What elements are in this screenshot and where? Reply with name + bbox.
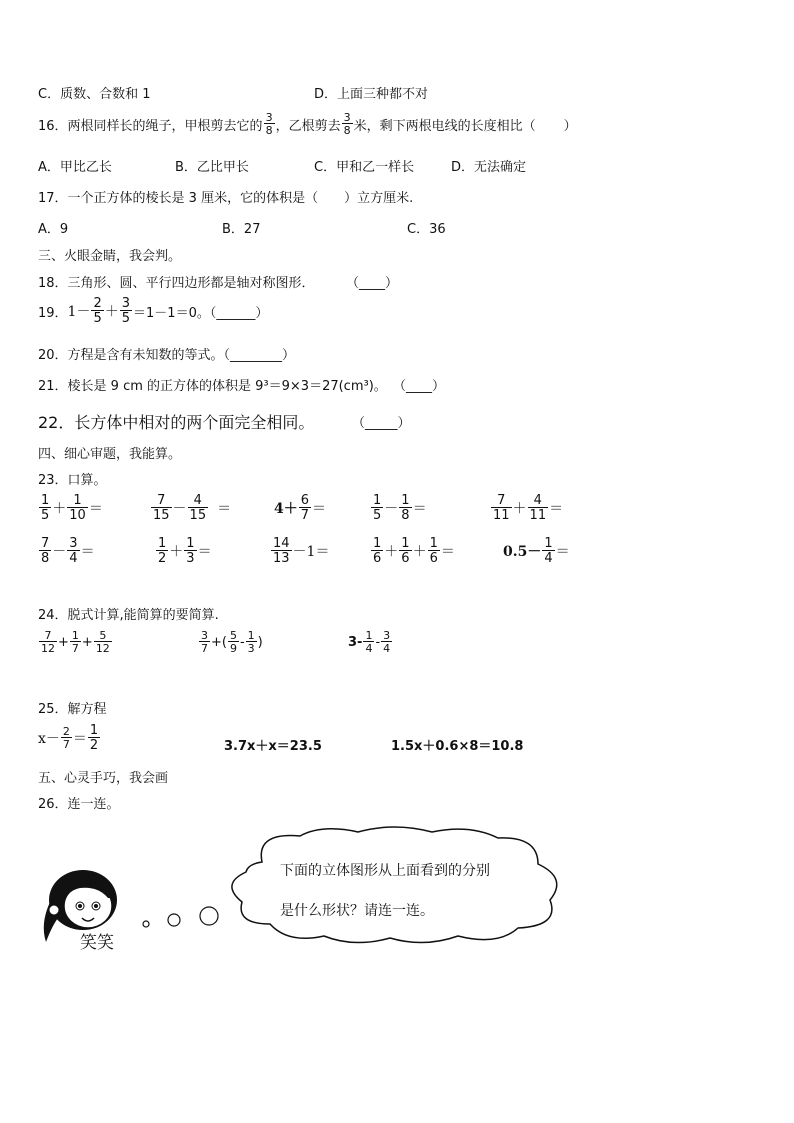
q23-item-6: 7 8 － 3 4 ＝ xyxy=(41,536,95,566)
q15-option-d: D．上面三种都不对 xyxy=(314,87,429,102)
q21-answer-paren: （____） xyxy=(393,379,446,394)
q23-item-7: 1 2 ＋ 1 3 ＝ xyxy=(158,536,212,566)
fraction: 1 4 xyxy=(365,629,373,655)
q16-text-a: 两根同样长的绳子，甲根剪去它的 xyxy=(67,118,263,134)
q20-question: 20．方程是含有未知数的等式。（________） xyxy=(38,348,296,363)
q23-item-8: 14 13 －1＝ xyxy=(273,536,330,566)
q16-number: 16． xyxy=(38,118,68,134)
q19-number: 19． xyxy=(38,305,68,321)
fraction: 3 7 xyxy=(201,629,208,655)
q15-option-c: C．质数、合数和 1 xyxy=(38,87,151,102)
q22-question: 22．长方体中相对的两个面完全相同。 xyxy=(38,413,315,432)
q23-item-9: 1 6 ＋ 1 6 ＋ 1 6 ＝ xyxy=(373,536,455,566)
q23-item-10: 0.5－ 1 4 ＝ xyxy=(503,536,570,566)
fraction: 1 6 xyxy=(429,536,438,566)
fraction: 1 8 xyxy=(401,493,410,523)
q16-question xyxy=(38,112,577,136)
q24-expression-1: 7 12 + $\frac{1}{7}$ + $\frac{5}{12}$ xyxy=(41,629,110,655)
q24-expression-3: 3- 1 4 - 3 4 xyxy=(348,629,391,655)
q23-title: 23．口算。 xyxy=(38,473,107,488)
fraction: $\frac{1}{7}$ xyxy=(71,629,79,655)
q16-option-a: A．甲比乙长 xyxy=(38,160,112,175)
q16-option-d: D．无法确定 xyxy=(451,160,527,175)
q19-expr-a: 1－ xyxy=(67,304,91,320)
q25-equation-2: 3.7x＋x＝23.5 xyxy=(224,739,322,754)
fraction: 1 2 xyxy=(89,723,99,753)
fraction: 7 8 xyxy=(41,536,50,566)
q17-option-b: B．27 xyxy=(222,222,261,237)
fraction: 4 15 xyxy=(189,493,207,523)
q26-title: 26．连一连。 xyxy=(38,797,120,812)
cloud-text-line-1: 下面的立体图形从上面看到的分别 xyxy=(280,863,490,879)
q18-question: 18．三角形、圆、平行四边形都是轴对称图形． xyxy=(38,276,315,291)
q23-item-1: 1 5 ＋ 1 10 ＝ xyxy=(41,493,103,523)
q23-item-4: 1 5 － 1 8 ＝ xyxy=(373,493,427,523)
q24-expression-2: 3 7 +( 5 9 - 1 3 ) xyxy=(201,629,263,655)
fraction: 7 12 xyxy=(41,629,55,655)
fraction: 1 4 xyxy=(544,536,553,566)
fraction: 1 3 xyxy=(186,536,195,566)
fraction: 1 6 xyxy=(401,536,410,566)
fraction: 2 5 xyxy=(93,296,102,326)
q16-text-d: ） xyxy=(563,118,577,134)
q16-text-c: 米，剩下两根电线的长度相比（ xyxy=(353,118,536,134)
fraction: 1 2 xyxy=(158,536,167,566)
fraction: 3 4 xyxy=(69,536,78,566)
q18-answer-paren: （____） xyxy=(346,276,399,291)
fraction: 4 11 xyxy=(529,493,547,523)
fraction: 3 8 xyxy=(343,111,351,137)
fraction: 3 4 xyxy=(383,629,391,655)
fraction: 1 3 xyxy=(247,629,255,655)
fraction: 2 7 xyxy=(62,725,70,751)
fraction: 6 7 xyxy=(300,493,310,523)
q25-equation-3: 1.5x＋0.6×8＝10.8 xyxy=(391,739,524,754)
fraction: 14 13 xyxy=(273,536,290,566)
q21-question: 21．棱长是 9 cm 的正方体的体积是 9³＝9×3＝27(cm³)。 xyxy=(38,379,387,394)
fraction: 5 9 xyxy=(229,629,237,655)
q25-title: 25．解方程 xyxy=(38,702,107,717)
section-4-heading: 四、细心审题，我能算。 xyxy=(38,447,182,462)
fraction: 1 10 xyxy=(69,493,86,523)
fraction: 3 5 xyxy=(121,296,131,326)
fraction: 7 15 xyxy=(153,493,170,523)
q25-equation-1: x－ 2 7 ＝ 1 2 xyxy=(38,723,99,753)
cloud-speech-bubble xyxy=(218,824,572,946)
q17-question: 17．一个正方体的棱长是 3 厘米，它的体积是（ ）立方厘米. xyxy=(38,191,414,206)
fraction: $\frac{5}{12}$ xyxy=(95,629,110,655)
fraction: 1 5 xyxy=(41,493,50,523)
q23-item-2: 7 15 － 4 15 ＝ xyxy=(153,493,232,523)
section-5-heading: 五、心灵手巧，我会画 xyxy=(38,771,169,786)
cloud-text-line-2: 是什么形状？请连一连。 xyxy=(280,903,434,919)
fraction: 3 8 xyxy=(265,111,273,137)
q19-expr-c: ＝1－1＝0。（______） xyxy=(133,305,269,321)
q17-option-c: C．36 xyxy=(407,222,446,237)
thought-bubble-dots xyxy=(138,898,224,934)
fraction: 1 5 xyxy=(373,493,382,523)
q23-item-3: 4＋ 6 7 ＝ xyxy=(274,493,327,523)
fraction: 7 11 xyxy=(493,493,510,523)
q22-answer-paren: （_____） xyxy=(352,416,411,431)
fraction: 1 6 xyxy=(373,536,382,566)
q19-question xyxy=(38,297,268,325)
q19-expr-b: ＋ xyxy=(104,304,119,320)
q16-text-b: ，乙根剪去 xyxy=(275,118,341,134)
q16-option-b: B．乙比甲长 xyxy=(175,160,249,175)
character-name-label: 笑笑 xyxy=(80,933,114,953)
q17-option-a: A．9 xyxy=(38,222,69,237)
q23-item-5: 7 11 ＋ 4 11 ＝ xyxy=(493,493,564,523)
q16-option-c: C．甲和乙一样长 xyxy=(314,160,415,175)
q24-title: 24．脱式计算,能简算的要简算. xyxy=(38,608,219,623)
section-3-heading: 三、火眼金睛，我会判。 xyxy=(38,249,182,264)
